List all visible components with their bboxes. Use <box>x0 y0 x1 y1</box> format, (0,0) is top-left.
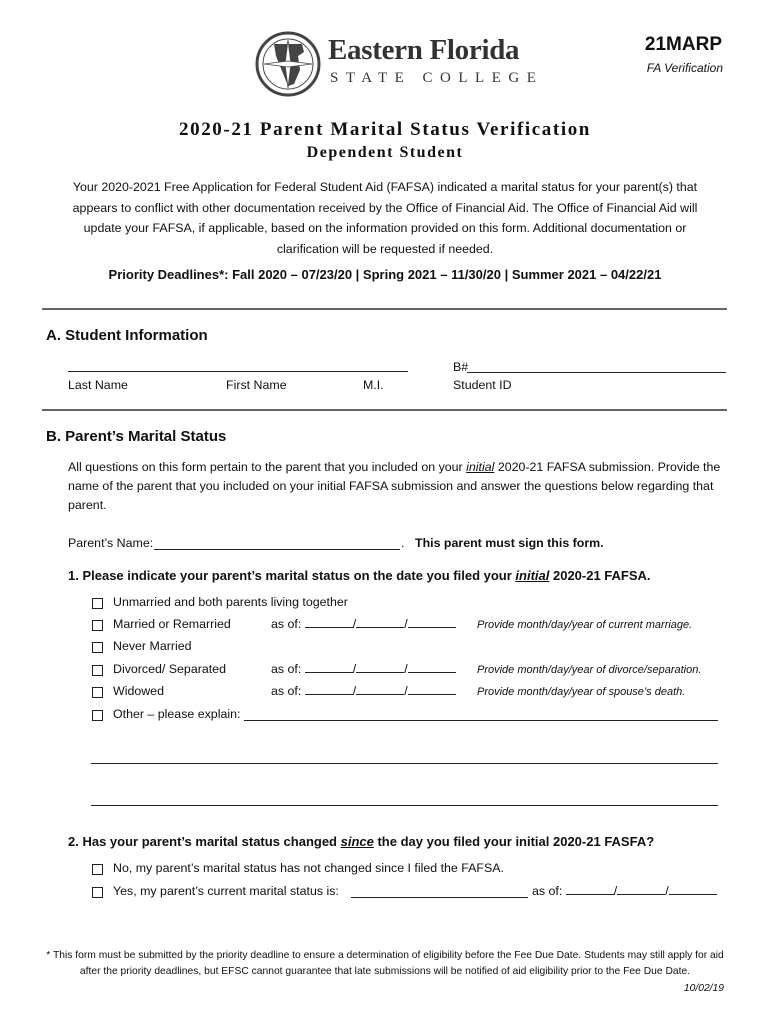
section-b-heading: B. Parent’s Marital Status <box>46 428 227 445</box>
checkbox[interactable] <box>92 887 103 898</box>
footnote: * This form must be submitted by the priority deadline to ensure a determination of eligibility before the Fee Due Date. Students may still apply for aid after the priority deadlines, but EFSC cannot guarantee that late submissions will be notified of aid eligibility prior to the Fee Due Date. <box>46 950 724 977</box>
logo-name: Eastern Florida <box>328 34 520 66</box>
current-status-field[interactable] <box>351 897 528 898</box>
must-sign-note: This parent must sign this form. <box>415 536 604 550</box>
checkbox[interactable] <box>92 598 103 609</box>
form-category: FA Verification <box>646 61 723 75</box>
compass-seal-icon <box>254 30 322 98</box>
other-explain-line-3[interactable] <box>91 805 718 806</box>
student-id-label: Student ID <box>453 378 512 392</box>
status-change-date[interactable]: as of: / / <box>532 884 717 898</box>
section-divider <box>42 308 727 310</box>
widowed-date[interactable]: as of: / / <box>271 684 456 698</box>
hint-divorced: Provide month/day/year of divorce/separation. <box>477 664 702 676</box>
revision-date: 10/02/19 <box>683 983 724 994</box>
parent-name-label: Parent’s Name: <box>68 536 154 550</box>
parent-name-field[interactable] <box>154 549 400 550</box>
parent-name-period: . <box>401 536 405 550</box>
married-date[interactable]: as of: / / <box>271 617 456 631</box>
checkbox[interactable] <box>92 642 103 653</box>
page-subtitle: Dependent Student <box>306 144 464 161</box>
name-field[interactable] <box>68 371 408 372</box>
first-name-label: First Name <box>226 378 287 392</box>
divorced-date[interactable]: as of: / / <box>271 662 456 676</box>
checkbox[interactable] <box>92 665 103 676</box>
checkbox[interactable] <box>92 687 103 698</box>
mi-label: M.I. <box>363 378 384 392</box>
priority-deadlines: Priority Deadlines*: Fall 2020 – 07/23/20 | Spring 2021 – 11/30/20 | Summer 2021 – 04/22/21 <box>108 267 662 282</box>
section-divider <box>42 409 727 411</box>
checkbox[interactable] <box>92 710 103 721</box>
question-2: 2. Has your parent’s marital status changed since the day you filed your initial 2020-21 FASFA? <box>68 834 655 849</box>
logo-subtitle: STATE COLLEGE <box>330 70 544 86</box>
section-b-instructions: All questions on this form pertain to the parent that you included on your initial 2020-21 FAFSA submission. Provide the name of the parent that you included on your initial FAFSA submission and answer the questions below regarding that parent. <box>68 460 721 512</box>
college-logo <box>254 30 544 100</box>
last-name-label: Last Name <box>68 378 128 392</box>
section-a-heading: A. Student Information <box>46 327 208 344</box>
other-explain-field[interactable] <box>244 720 718 721</box>
question-1: 1. Please indicate your parent’s marital status on the date you filed your initial 2020-21 FAFSA. <box>68 568 651 583</box>
hint-married: Provide month/day/year of current marriage. <box>477 619 693 631</box>
page-title: 2020-21 Parent Marital Status Verification <box>179 119 591 140</box>
checkbox[interactable] <box>92 620 103 631</box>
checkbox[interactable] <box>92 864 103 875</box>
student-id-field[interactable] <box>467 372 726 373</box>
other-explain-line-2[interactable] <box>91 763 718 764</box>
intro-paragraph: Your 2020-2021 Free Application for Federal Student Aid (FAFSA) indicated a marital status for your parent(s) that appears to conflict with other documentation received by the Office of Financial Aid. The Office of Financial Aid will update your FAFSA, if applicable, based on the information provided on this form. Additional documentation or clarification will be requested if needed. <box>72 180 698 256</box>
hint-widowed: Provide month/day/year of spouse’s death. <box>477 686 686 698</box>
form-code: 21MARP <box>644 34 722 55</box>
b-number-prefix: B# <box>453 360 469 374</box>
